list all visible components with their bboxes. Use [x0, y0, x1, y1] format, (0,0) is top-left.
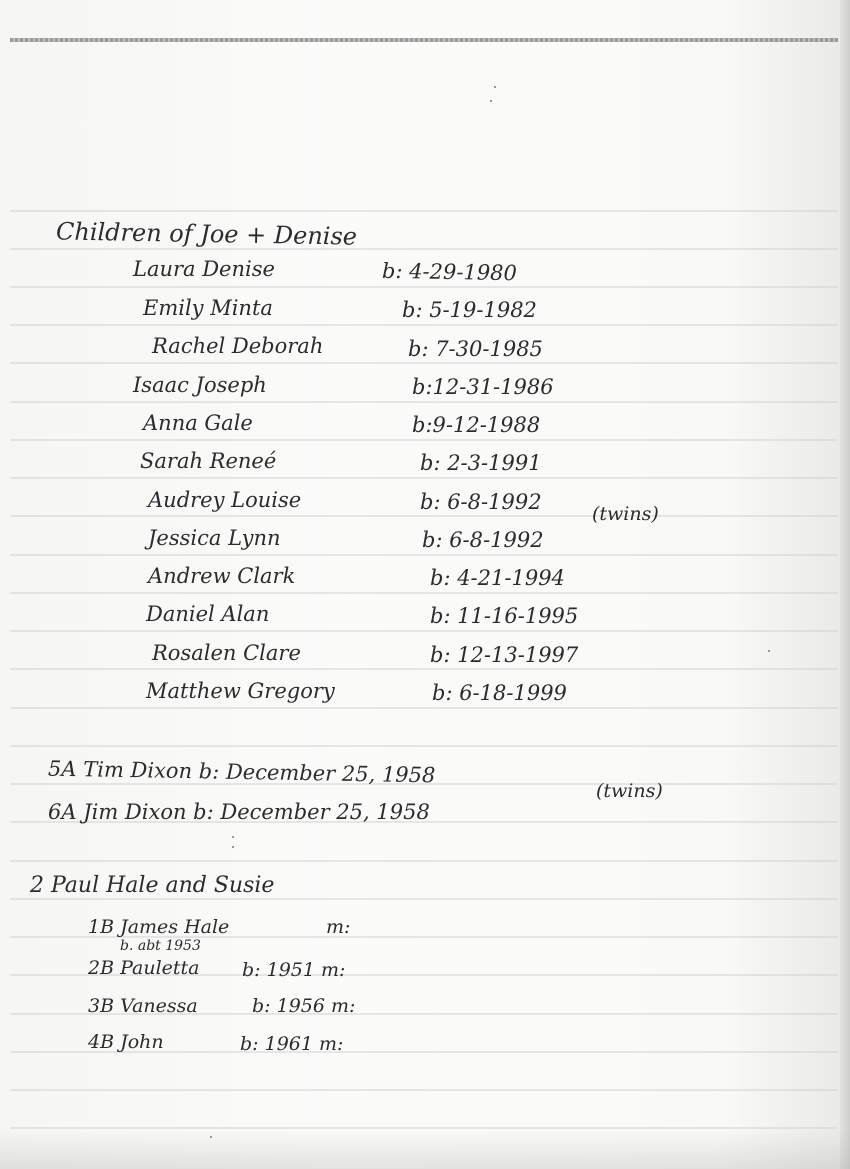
child-birth: b: 6-18-1999: [432, 681, 567, 705]
scan-top-edge: [10, 38, 838, 42]
child-name: Rachel Deborah: [152, 334, 324, 358]
scan-speck: [768, 650, 770, 652]
child-name: Andrew Clark: [148, 564, 296, 588]
twins-note: (twins): [592, 503, 659, 525]
child-birth: b: 6-8-1992: [420, 490, 542, 514]
child-name: Daniel Alan: [146, 602, 270, 626]
child-name: Rosalen Clare: [152, 641, 301, 665]
child-name: Anna Gale: [143, 411, 253, 435]
child-name: Audrey Louise: [148, 488, 302, 512]
child-birth: b:9-12-1988: [412, 413, 541, 437]
scan-speck: [210, 1136, 212, 1138]
child-birth: b: 6-8-1992: [422, 528, 544, 552]
child-birth: b: 2-3-1991: [420, 451, 542, 475]
scan-speck: [490, 100, 492, 102]
child-birth: b: 5-19-1982: [402, 298, 537, 322]
child-name: Emily Minta: [143, 296, 273, 320]
hale-heading: 2 Paul Hale and Susie: [30, 873, 275, 898]
scan-bottom-shadow: [0, 1129, 850, 1169]
hale-child-name: 4B John: [88, 1031, 164, 1053]
hale-child-meta: b: 1951 m:: [242, 959, 346, 981]
hale-child-name: 2B Pauletta: [88, 957, 200, 979]
child-birth: b: 4-21-1994: [430, 566, 565, 590]
child-birth: b: 12-13-1997: [430, 643, 579, 667]
hale-child-name: 1B James Hale: [88, 916, 230, 938]
hale-child-meta: b: 1956 m:: [252, 995, 356, 1017]
hale-child-name: 3B Vanessa: [88, 995, 198, 1017]
child-name: Sarah Reneé: [140, 449, 277, 473]
child-name: Laura Denise: [133, 257, 275, 281]
hale-child-meta: b: 1961 m:: [240, 1033, 344, 1055]
dixon-entry: 5A Tim Dixon b: December 25, 1958: [47, 756, 436, 788]
hale-child-meta: m:: [326, 916, 351, 938]
scan-speck: [494, 86, 496, 88]
child-birth: b:12-31-1986: [412, 375, 554, 399]
child-name: Jessica Lynn: [148, 526, 281, 550]
child-birth: b: 7-30-1985: [408, 337, 543, 361]
scan-speck: [232, 846, 234, 848]
child-name: Matthew Gregory: [146, 679, 335, 703]
child-name: Isaac Joseph: [133, 373, 267, 397]
scan-speck: [232, 836, 234, 838]
child-birth: b: 4-29-1980: [381, 258, 518, 286]
child-birth: b: 11-16-1995: [430, 604, 579, 628]
hale-child-note: b. abt 1953: [120, 938, 201, 954]
twins-note: (twins): [596, 780, 663, 802]
page-heading: Children of Joe + Denise: [55, 217, 358, 251]
scan-right-edge: [840, 0, 850, 1169]
dixon-entry: 6A Jim Dixon b: December 25, 1958: [48, 800, 430, 824]
